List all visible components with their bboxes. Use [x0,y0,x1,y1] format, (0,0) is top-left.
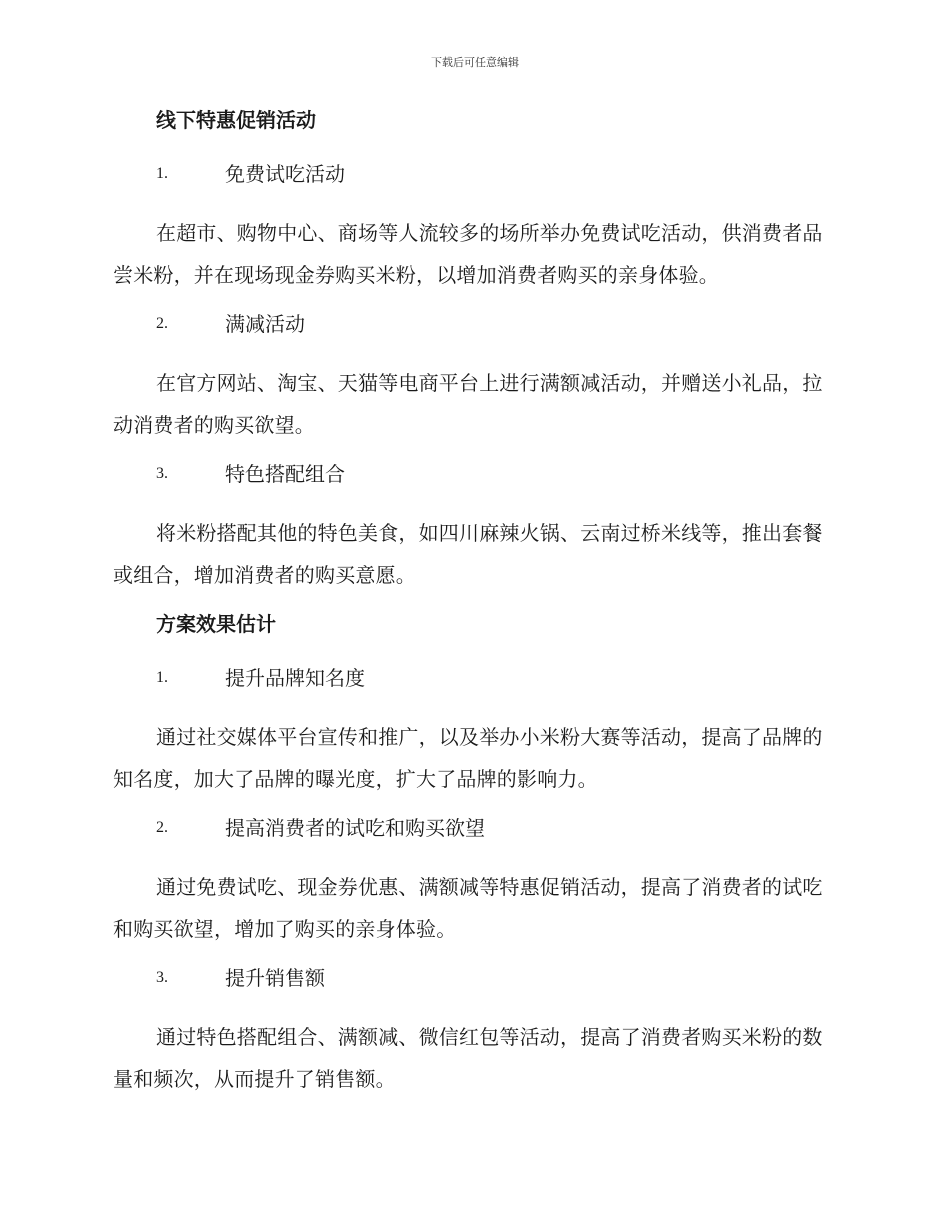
item-number: 3. [156,465,168,482]
item-title: 特色搭配组合 [225,462,345,486]
item-title: 满减活动 [225,312,305,336]
item-title: 提升品牌知名度 [225,666,365,690]
item-body: 通过特色搭配组合、满额减、微信红包等活动，提高了消费者购买米粉的数量和频次，从而提升了销售额。 [113,1025,823,1091]
item-number: 1. [156,669,168,686]
numbered-item [113,814,833,842]
numbered-item [113,310,833,338]
item-number: 3. [156,969,168,986]
item-body: 在官方网站、淘宝、天猫等电商平台上进行满额减活动，并赠送小礼品，拉动消费者的购买欲望。 [113,371,823,437]
item-number: 2. [156,315,168,332]
item-title: 提高消费者的试吃和购买欲望 [225,816,485,840]
item-body: 通过社交媒体平台宣传和推广，以及举办小米粉大赛等活动，提高了品牌的知名度，加大了品牌的曝光度，扩大了品牌的影响力。 [113,725,823,791]
item-body: 将米粉搭配其他的特色美食，如四川麻辣火锅、云南过桥米线等，推出套餐或组合，增加消费者的购买意愿。 [113,521,823,587]
item-title: 提升销售额 [225,966,325,990]
page-header: 下载后可任意编辑 [431,56,519,69]
item-body: 通过免费试吃、现金券优惠、满额减等特惠促销活动，提高了消费者的试吃和购买欲望，增加了购买的亲身体验。 [113,875,823,941]
item-title: 免费试吃活动 [225,162,345,186]
numbered-item [113,460,833,488]
document-body [113,106,833,1114]
numbered-item [113,664,833,692]
numbered-item [113,160,833,188]
section-heading-promotions: 线下特惠促销活动 [156,108,316,132]
item-body: 在超市、购物中心、商场等人流较多的场所举办免费试吃活动，供消费者品尝米粉，并在现场现金券购买米粉，以增加消费者购买的亲身体验。 [113,221,823,287]
item-number: 1. [156,165,168,182]
item-number: 2. [156,819,168,836]
numbered-item [113,964,833,992]
section-heading-effects: 方案效果估计 [156,612,276,636]
